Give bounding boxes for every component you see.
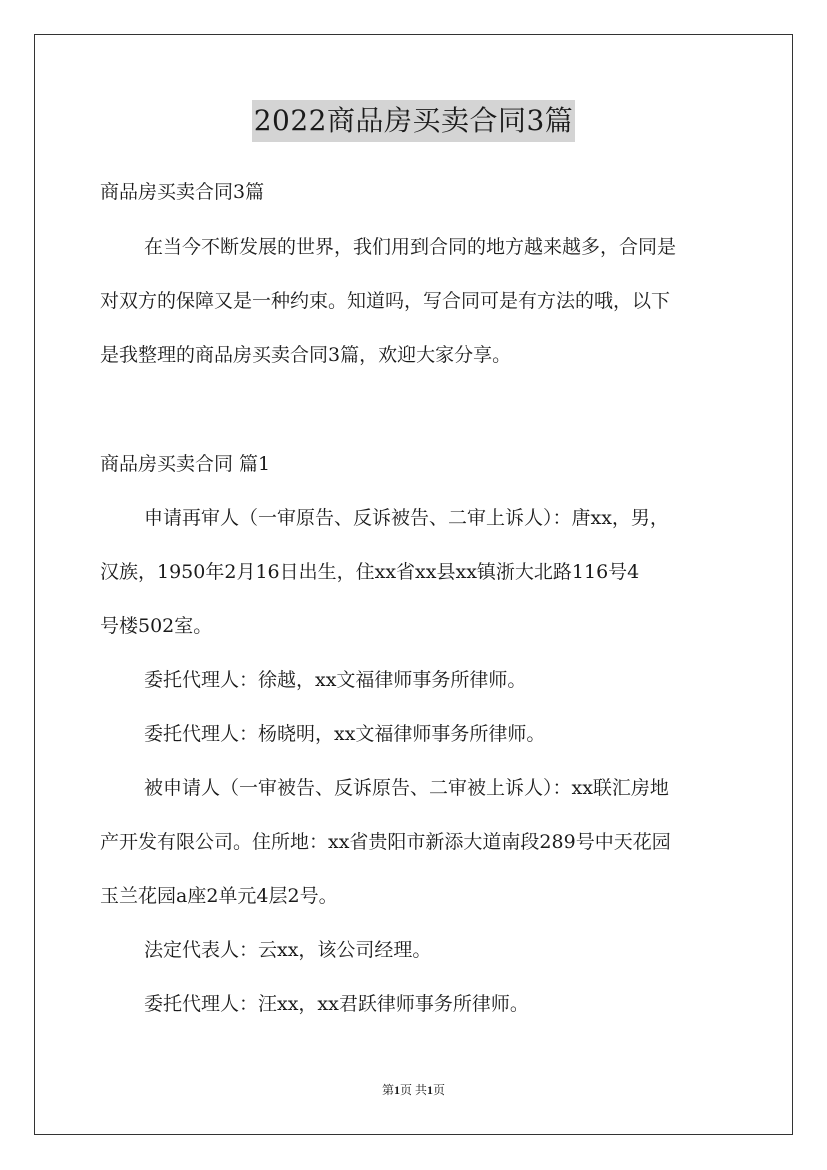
section-heading-part1: 商品房买卖合同 篇1 — [100, 453, 271, 475]
paragraph-line: 被申请人（一审被告、反诉原告、二审被上诉人）：xx联汇房地 — [144, 777, 669, 799]
paragraph-line: 是我整理的商品房买卖合同3篇，欢迎大家分享。 — [100, 344, 512, 366]
paragraph-line: 对双方的保障又是一种约束。知道吗，写合同可是有方法的哦，以下 — [100, 290, 671, 312]
paragraph-line: 申请再审人（一审原告、反诉被告、二审上诉人）：唐xx，男， — [144, 507, 669, 529]
paragraph-line: 汉族，1950年2月16日出生，住xx省xx县xx镇浙大北路116号4 — [100, 561, 640, 583]
page-footer — [0, 1082, 827, 1098]
paragraph-line: 委托代理人：徐越，xx文福律师事务所律师。 — [144, 669, 527, 691]
paragraph-line: 号楼502室。 — [100, 615, 213, 637]
footer-page-number: 1 — [393, 1083, 400, 1097]
footer-mid: 页 共 — [399, 1083, 427, 1097]
paragraph-line: 产开发有限公司。住所地：xx省贵阳市新添大道南段289号中天花园 — [100, 831, 671, 853]
paragraph-line: 委托代理人：汪xx，xx君跃律师事务所律师。 — [144, 993, 529, 1015]
document-title — [0, 100, 827, 142]
paragraph-line: 在当今不断发展的世界，我们用到合同的地方越来越多，合同是 — [144, 236, 677, 258]
title-text: 2022商品房买卖合同3篇 — [252, 100, 576, 142]
paragraph-line: 委托代理人：杨晓明，xx文福律师事务所律师。 — [144, 723, 546, 745]
footer-total-pages: 1 — [427, 1083, 433, 1097]
section-heading-intro: 商品房买卖合同3篇 — [100, 181, 265, 203]
paragraph-line: 玉兰花园a座2单元4层2号。 — [100, 885, 338, 907]
footer-suffix: 页 — [433, 1083, 446, 1097]
paragraph-line: 法定代表人：云xx，该公司经理。 — [144, 939, 432, 961]
footer-prefix: 第 — [381, 1083, 394, 1097]
